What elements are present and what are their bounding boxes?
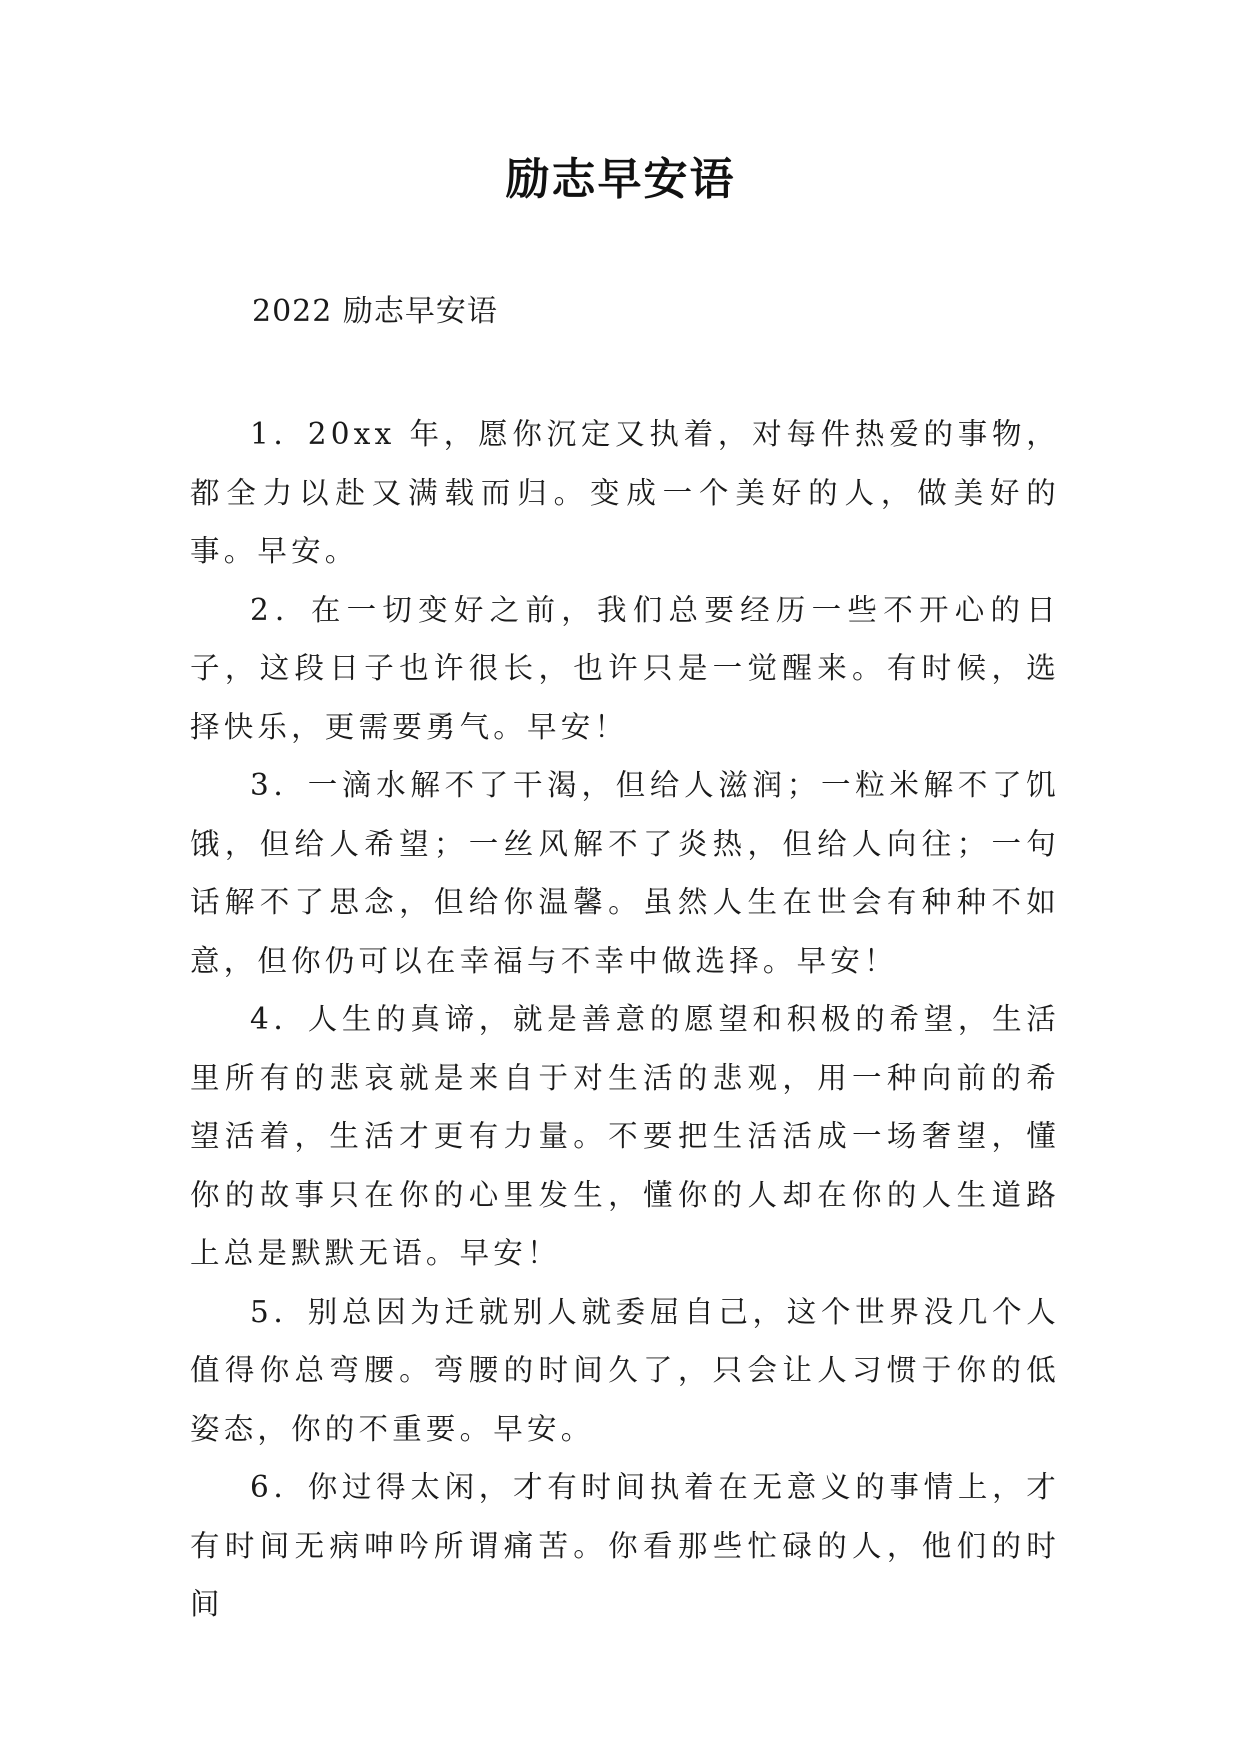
paragraph: 3．一滴水解不了干渴，但给人滋润；一粒米解不了饥饿，但给人希望；一丝风解不了炎热，但给人向往；一句话解不了思念，但给你温馨。虽然人生在世会有种种不如意，但你仍可以在幸福与不幸中做选择。早安！ — [190, 768, 1060, 978]
paragraph: 5．别总因为迁就别人就委屈自己，这个世界没几个人值得你总弯腰。弯腰的时间久了，只会让人习惯于你的低姿态，你的不重要。早安。 — [190, 1294, 1060, 1446]
document-body — [190, 405, 1060, 1634]
paragraph: 1．20xx 年，愿你沉定又执着，对每件热爱的事物，都全力以赴又满载而归。变成一个美好的人，做美好的事。早安。 — [190, 417, 1060, 568]
paragraph: 2．在一切变好之前，我们总要经历一些不开心的日子，这段日子也许很长，也许只是一觉醒来。有时候，选择快乐，更需要勇气。早安！ — [190, 592, 1060, 744]
document-subtitle: 2022 励志早安语 — [252, 294, 498, 329]
paragraph: 4．人生的真谛，就是善意的愿望和积极的希望，生活里所有的悲哀就是来自于对生活的悲观，用一种向前的希望活着，生活才更有力量。不要把生活活成一场奢望，懂你的故事只在你的心里发生，懂你的人却在你的人生道路上总是默默无语。早安！ — [190, 1002, 1060, 1270]
paragraph: 6．你过得太闲，才有时间执着在无意义的事情上，才有时间无病呻吟所谓痛苦。你看那些忙碌的人，他们的时间 — [190, 1470, 1060, 1621]
document-title: 励志早安语 — [505, 154, 736, 205]
